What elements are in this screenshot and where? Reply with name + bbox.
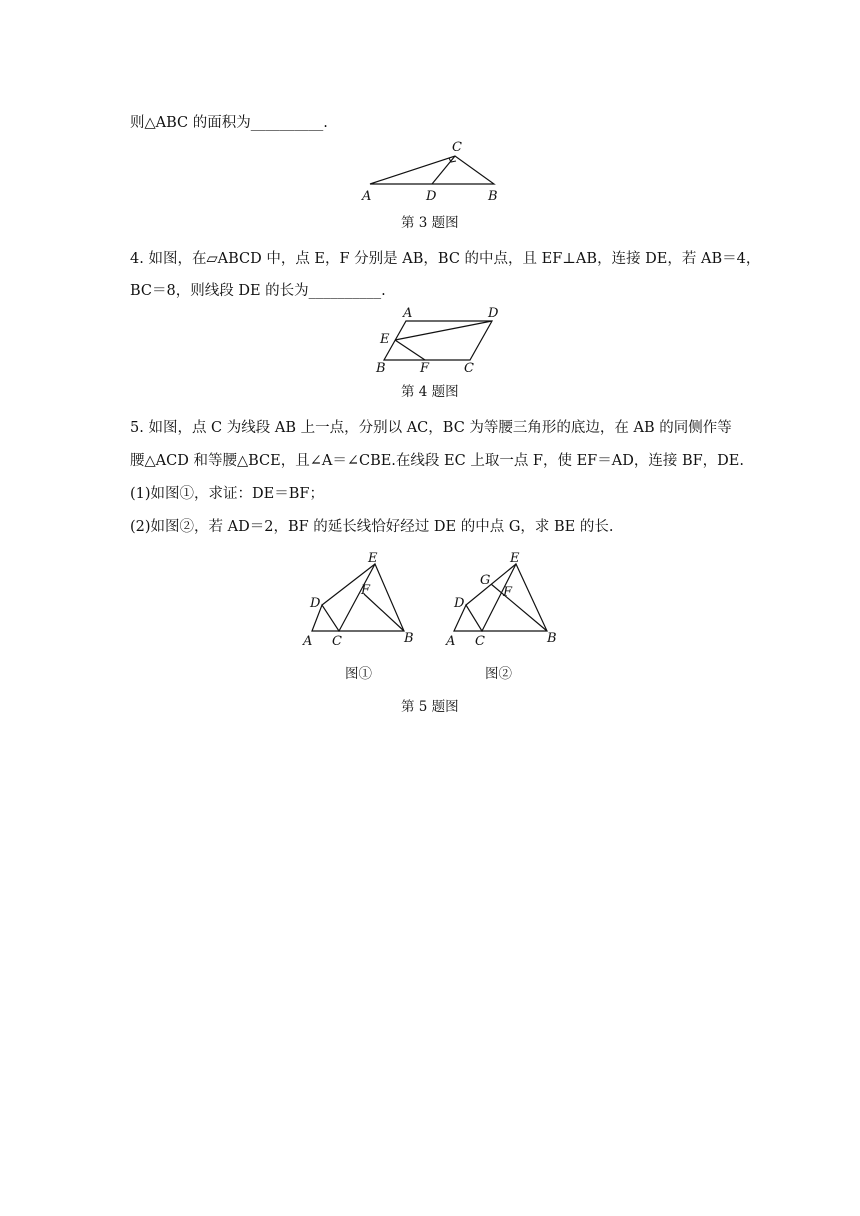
label-c: C — [452, 140, 462, 155]
label-d: D — [454, 596, 465, 611]
q4-caption: 第 4 题图 — [401, 384, 459, 400]
q5-figure-2 — [440, 550, 570, 650]
q4-line-2: BC＝8，则线段 DE 的长为__________. — [130, 283, 386, 299]
triangle-bce — [339, 564, 404, 631]
q3-caption: 第 3 题图 — [401, 215, 459, 231]
q5-line-2: 腰△ACD 和等腰△BCE，且∠A＝∠CBE.在线段 EC 上取一点 F，使 EF＝AD，连接 BF，DE. — [130, 453, 744, 469]
label-c: C — [464, 361, 474, 376]
q5-fig1-caption: 图① — [345, 666, 372, 682]
label-b: B — [547, 631, 557, 646]
label-g: G — [480, 573, 491, 588]
q3-text: 则△ABC 的面积为__________. — [130, 115, 328, 131]
label-b: B — [404, 631, 414, 646]
segment-ef — [395, 340, 425, 360]
label-a: A — [446, 634, 456, 649]
segment-bf — [364, 594, 404, 631]
q5-figure-1 — [296, 550, 426, 650]
label-e: E — [380, 332, 390, 347]
q5-caption: 第 5 题图 — [401, 699, 459, 715]
triangle-abc — [370, 156, 494, 184]
q5-part-1: (1)如图①，求证：DE＝BF； — [130, 486, 324, 502]
label-c: C — [475, 634, 485, 649]
q4-figure — [374, 306, 534, 376]
parallelogram-abcd — [384, 321, 492, 360]
label-d: D — [488, 306, 499, 321]
label-f: F — [420, 361, 430, 376]
label-b: B — [376, 361, 386, 376]
triangle-bce — [482, 564, 547, 631]
q5-part-2: (2)如图②，若 AD＝2，BF 的延长线恰好经过 DE 的中点 G，求 BE 的长. — [130, 519, 614, 535]
label-a: A — [362, 189, 372, 204]
segment-bg — [491, 584, 547, 631]
label-e: E — [368, 551, 378, 566]
label-f: F — [503, 585, 513, 600]
q4-line-1: 4. 如图，在▱ABCD 中，点 E，F 分别是 AB，BC 的中点，且 EF⊥AB，连接 DE，若 AB＝4， — [130, 251, 761, 267]
label-a: A — [303, 634, 313, 649]
label-b: B — [488, 189, 498, 204]
q5-fig2-caption: 图② — [485, 666, 512, 682]
label-d: D — [310, 596, 321, 611]
q3-figure — [360, 140, 520, 204]
label-f: F — [361, 583, 371, 598]
label-c: C — [332, 634, 342, 649]
q5-line-1: 5. 如图，点 C 为线段 AB 上一点，分别以 AC，BC 为等腰三角形的底边，在 AB 的同侧作等 — [130, 420, 732, 436]
label-e: E — [510, 551, 520, 566]
label-a: A — [403, 306, 413, 321]
label-d: D — [426, 189, 437, 204]
segment-ed — [395, 321, 492, 340]
